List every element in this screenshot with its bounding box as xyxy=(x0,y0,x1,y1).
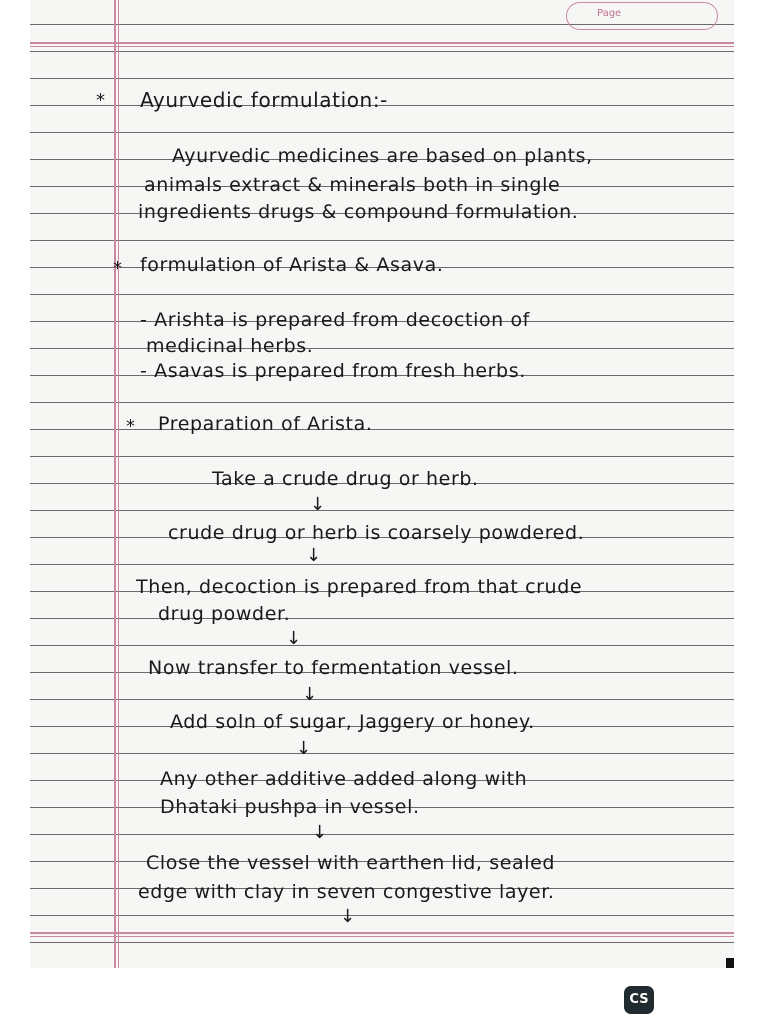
star-bullet: * xyxy=(126,416,135,437)
flow-arrow-icon: ↓ xyxy=(302,684,318,705)
flow-arrow-icon: ↓ xyxy=(340,906,356,927)
camscanner-logo: CS xyxy=(624,986,654,1014)
step-6-line-2: Dhataki pushpa in vessel. xyxy=(160,796,420,818)
star-bullet: * xyxy=(96,90,105,111)
heading-ayurvedic-formulation: Ayurvedic formulation:- xyxy=(140,88,388,112)
left-margin-line-second xyxy=(118,0,119,968)
star-bullet: * xyxy=(113,258,122,279)
step-2: crude drug or herb is coarsely powdered. xyxy=(168,522,585,544)
flow-arrow-icon: ↓ xyxy=(312,822,328,843)
flow-arrow-icon: ↓ xyxy=(296,738,312,759)
left-margin-line xyxy=(114,0,116,968)
step-7-line-2: edge with clay in seven congestive layer. xyxy=(138,881,555,903)
step-3-line-1: Then, decoction is prepared from that crude xyxy=(136,576,583,598)
step-5: Add soln of sugar, Jaggery or honey. xyxy=(170,711,535,733)
para-line-2: animals extract & minerals both in single xyxy=(144,174,561,196)
definition-asavas: - Asavas is prepared from fresh herbs. xyxy=(140,360,526,382)
bottom-margin-rule-second xyxy=(30,936,734,937)
flow-arrow-icon: ↓ xyxy=(306,545,322,566)
heading-formulation-arista-asava: formulation of Arista & Asava. xyxy=(140,254,444,276)
heading-preparation-arista: Preparation of Arista. xyxy=(158,413,373,435)
step-4: Now transfer to fermentation vessel. xyxy=(148,657,519,679)
page-label: Page xyxy=(597,8,622,19)
para-line-3: ingredients drugs & compound formulation. xyxy=(138,201,579,223)
step-6-line-1: Any other additive added along with xyxy=(160,768,528,790)
flow-arrow-icon: ↓ xyxy=(286,628,302,649)
step-3-line-2: drug powder. xyxy=(158,603,291,625)
corner-mark xyxy=(726,958,734,968)
bottom-margin-rule xyxy=(30,932,734,934)
definition-arishta-line-1: - Arishta is prepared from decoction of xyxy=(140,309,530,331)
top-margin-rule xyxy=(30,42,734,44)
step-7-line-1: Close the vessel with earthen lid, sealed xyxy=(146,852,556,874)
para-line-1: Ayurvedic medicines are based on plants, xyxy=(172,145,593,167)
step-1: Take a crude drug or herb. xyxy=(212,468,479,490)
top-margin-rule-second xyxy=(30,46,734,47)
definition-arishta-line-2: medicinal herbs. xyxy=(146,335,314,357)
page-number-box xyxy=(566,2,718,30)
flow-arrow-icon: ↓ xyxy=(310,494,326,515)
